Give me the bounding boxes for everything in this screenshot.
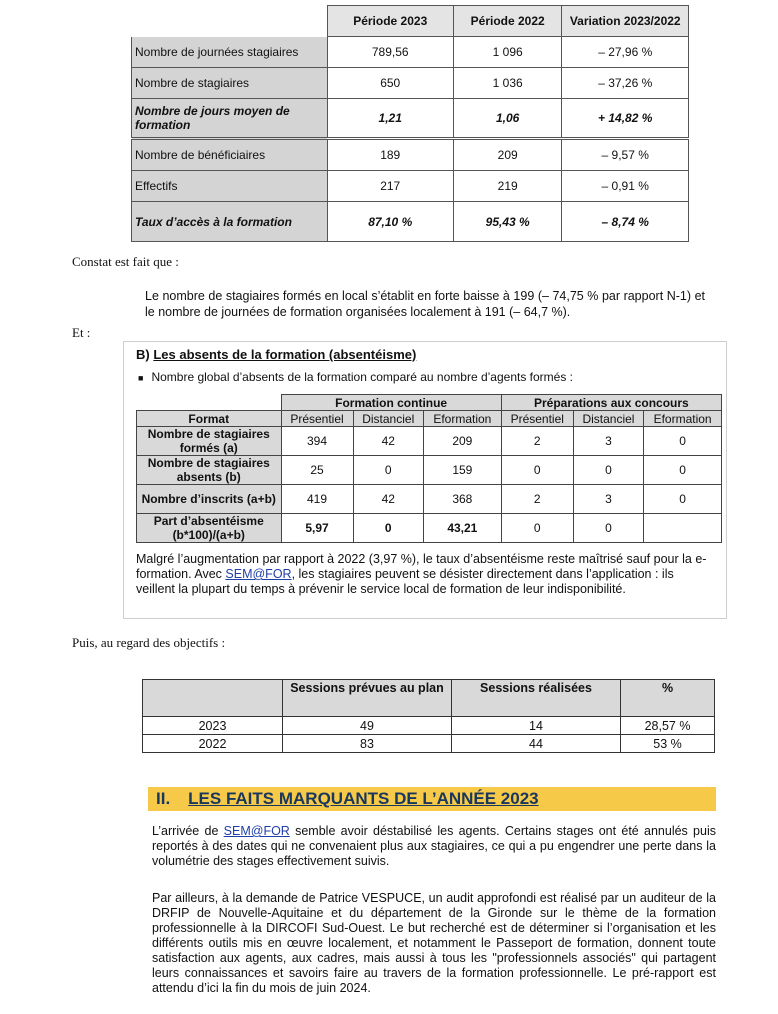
table-cell: 42	[353, 427, 423, 456]
table-cell: 49	[283, 717, 452, 735]
table-row	[137, 427, 722, 456]
table-row	[132, 68, 689, 99]
column-header: %	[621, 680, 715, 717]
et-text: Et :	[72, 325, 91, 340]
sessions-table	[142, 679, 715, 753]
table-cell: 209	[453, 139, 562, 171]
paragraph-text: L’arrivée de	[152, 824, 224, 838]
table-row-highlight	[132, 99, 689, 139]
table-cell: 2023	[143, 717, 283, 735]
row-label: Nombre d’inscrits (a+b)	[137, 485, 282, 514]
semafor-link[interactable]: SEM@FOR	[223, 824, 290, 838]
section-title: LES FAITS MARQUANTS DE L’ANNÉE 2023	[188, 789, 539, 808]
row-label: Nombre de stagiaires	[132, 68, 328, 99]
table-cell: 53 %	[621, 735, 715, 753]
table-cell: 1 036	[453, 68, 562, 99]
column-header: Période 2022	[453, 6, 562, 37]
table-cell: 87,10 %	[327, 202, 453, 242]
section-b-title	[136, 347, 416, 362]
table-cell: 2022	[143, 735, 283, 753]
table-cell: 0	[501, 514, 573, 543]
table-row-highlight	[132, 202, 689, 242]
empty-cell	[137, 395, 282, 411]
table-cell: – 9,57 %	[562, 139, 689, 171]
table-cell: 95,43 %	[453, 202, 562, 242]
row-label: Part d’absentéisme (b*100)/(a+b)	[137, 514, 282, 543]
table-row	[132, 171, 689, 202]
table-cell: 0	[353, 514, 423, 543]
row-label: Effectifs	[132, 171, 328, 202]
table-cell: 0	[644, 485, 722, 514]
table-cell: 789,56	[327, 37, 453, 68]
section-2-heading-bar	[148, 787, 716, 811]
table-cell: 14	[452, 717, 621, 735]
quote-paragraph: Le nombre de stagiaires formés en local s’établit en forte baisse à 199 (– 74,75 % par rapport N-1) et le nombre de journées de formation organisées localement à 191 (– 64,7 %).	[145, 289, 705, 319]
square-bullet-icon: ■	[138, 373, 144, 383]
table-row	[137, 485, 722, 514]
column-header: Sessions prévues au plan	[283, 680, 452, 717]
table-cell: 0	[501, 456, 573, 485]
table-cell: 0	[644, 427, 722, 456]
table-cell: 159	[423, 456, 501, 485]
table-header-row	[132, 6, 689, 37]
constat-text: Constat est fait que :	[72, 254, 179, 269]
absenteeism-table	[136, 394, 722, 543]
table-cell: 2	[501, 427, 573, 456]
table-cell	[644, 514, 722, 543]
table-cell: 1 096	[453, 37, 562, 68]
group-header-row	[137, 395, 722, 411]
row-label: Nombre de stagiaires formés (a)	[137, 427, 282, 456]
table-cell: 217	[327, 171, 453, 202]
row-label: Taux d’accès à la formation	[132, 202, 328, 242]
table-cell: 189	[327, 139, 453, 171]
table-cell: 394	[281, 427, 353, 456]
group-header: Formation continue	[281, 395, 501, 411]
row-label: Nombre de bénéficiaires	[132, 139, 328, 171]
section-number: II.	[156, 789, 171, 808]
section-b-prefix: B)	[136, 347, 154, 362]
table-cell: 0	[353, 456, 423, 485]
column-header: Période 2023	[327, 6, 453, 37]
puis-text: Puis, au regard des objectifs :	[72, 635, 226, 650]
column-header: Sessions réalisées	[452, 680, 621, 717]
table-cell: 43,21	[423, 514, 501, 543]
column-header: Distanciel	[353, 411, 423, 427]
table-cell: 368	[423, 485, 501, 514]
empty-header-cell	[132, 6, 328, 37]
table-cell: 25	[281, 456, 353, 485]
table-cell: – 27,96 %	[562, 37, 689, 68]
group-header: Préparations aux concours	[501, 395, 721, 411]
section-2-heading	[156, 789, 539, 809]
table-row	[143, 717, 715, 735]
table-row	[132, 139, 689, 171]
row-label: Nombre de jours moyen de formation	[132, 99, 328, 139]
table-cell: 0	[644, 456, 722, 485]
table-cell: + 14,82 %	[562, 99, 689, 139]
table-cell: 28,57 %	[621, 717, 715, 735]
table-cell: 44	[452, 735, 621, 753]
table-cell: 3	[573, 427, 643, 456]
column-header: Variation 2023/2022	[562, 6, 689, 37]
sub-header-row	[137, 411, 722, 427]
section-2-paragraph-2: Par ailleurs, à la demande de Patrice VESPUCE, un audit approfondi est réalisé par un auditeur de la DRFIP de Nouvelle-Aquitaine et du département de la Gironde sur le thème de la formation professionnelle à la DIRCOFI Sud-Ouest. Le but recherché est de déterminer si l’organisation et les différents outils mis en œuvre localement, et notamment le Passeport de formation, donnent toute satisfaction aux agents, aux cadres, mais aussi à tous les "professionnels associés" qui partagent leurs connaissances et savoirs faire au travers de la formation professionnelle. Le pré-rapport est attendu d’ici la fin du mois de juin 2024.	[152, 891, 716, 995]
column-header: Eformation	[423, 411, 501, 427]
bullet-line	[138, 370, 573, 384]
bullet-text: Nombre global d’absents de la formation comparé au nombre d’agents formés :	[151, 370, 573, 384]
column-header: Distanciel	[573, 411, 643, 427]
table-cell: 83	[283, 735, 452, 753]
row-label: Nombre de journées stagiaires	[132, 37, 328, 68]
empty-header-cell	[143, 680, 283, 717]
table-cell: 5,97	[281, 514, 353, 543]
table-cell: 209	[423, 427, 501, 456]
column-header: Présentiel	[501, 411, 573, 427]
table-cell: 1,06	[453, 99, 562, 139]
note-text: Malgré l’augmentation par rapport à 2022 (3,97 %), le taux d’absentéisme reste maîtrisé sauf pour la e-formation. Avec	[136, 552, 707, 581]
table-cell: 2	[501, 485, 573, 514]
section-b-heading: Les absents de la formation (absentéisme)	[153, 347, 417, 362]
table-header-row	[143, 680, 715, 717]
table-cell: 3	[573, 485, 643, 514]
table-row	[143, 735, 715, 753]
section-2-paragraph-1	[152, 824, 716, 869]
semafor-link[interactable]: SEM@FOR	[225, 567, 292, 581]
row-label: Nombre de stagiaires absents (b)	[137, 456, 282, 485]
table-cell: 42	[353, 485, 423, 514]
table-cell: 419	[281, 485, 353, 514]
table-cell: 1,21	[327, 99, 453, 139]
format-header: Format	[137, 411, 282, 427]
table-row	[132, 37, 689, 68]
table-cell: 0	[573, 456, 643, 485]
table-row	[137, 456, 722, 485]
section-b-box	[123, 341, 727, 619]
training-stats-table	[131, 5, 689, 242]
column-header: Présentiel	[281, 411, 353, 427]
table-cell: – 37,26 %	[562, 68, 689, 99]
table-cell: – 0,91 %	[562, 171, 689, 202]
table-cell: 650	[327, 68, 453, 99]
table-cell: 219	[453, 171, 562, 202]
table-cell: 0	[573, 514, 643, 543]
note-text-end: , les stagiaires peuvent se désister directement dans l’application : ils veillent la plupart du temps à prévenir le service local de formation de leur indisponibilité.	[136, 567, 674, 596]
absenteeism-note	[136, 552, 708, 597]
column-header: Eformation	[644, 411, 722, 427]
paragraph-text-end: semble avoir déstabilisé les agents. Certains stages ont été annulés puis reportés à des dates qui ne convenaient plus aux stagiaires, ce qui a pu engendrer une perte dans la volumétrie des stages effectivement suivis.	[152, 824, 716, 868]
table-row	[137, 514, 722, 543]
table-cell: – 8,74 %	[562, 202, 689, 242]
